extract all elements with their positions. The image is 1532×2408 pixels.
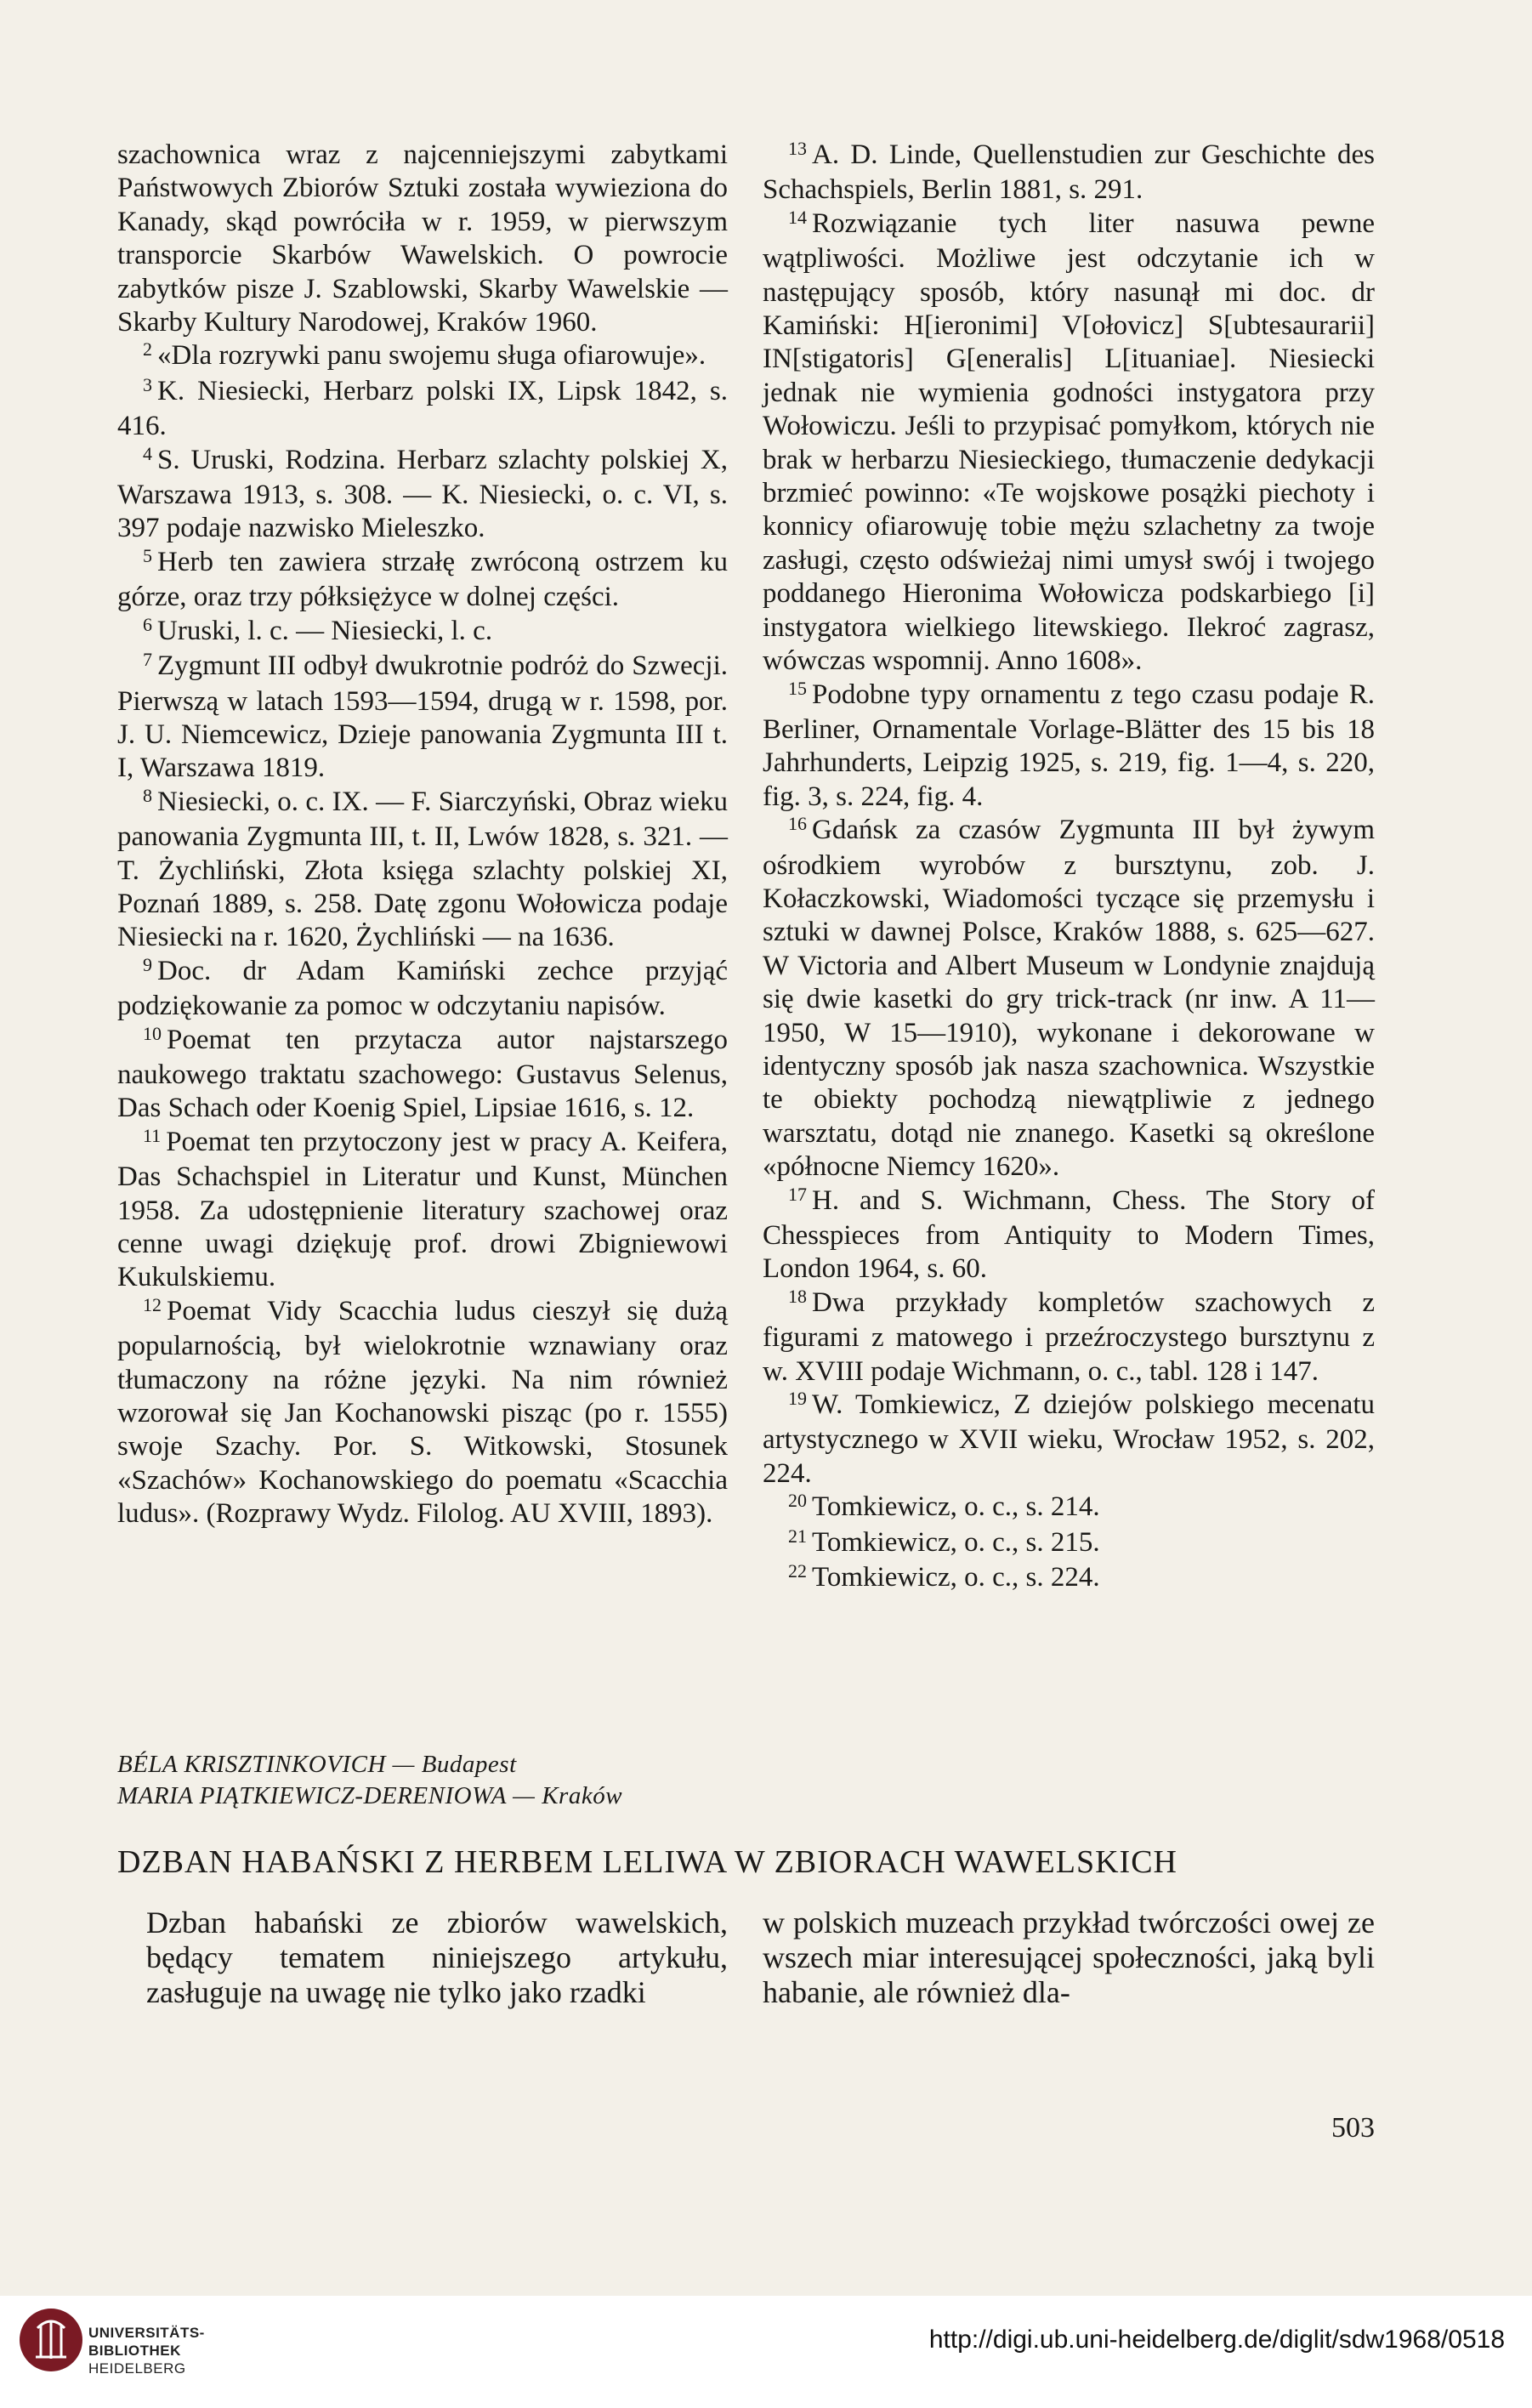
footnote-22: $^{22}$ Tomkiewicz, o. c., s. 224. bbox=[788, 1560, 1100, 1593]
byline-separator: — bbox=[513, 1782, 536, 1809]
article-title: DZBAN HABAŃSKI Z HERBEM LELIWA W ZBIORACH WAWELSKICH bbox=[117, 1844, 1177, 1880]
footnote-18: $^{18}$ Dwa przykłady kompletów szachowych z figurami z matowego i przeźroczystego bursztynu z w. XVIII podaje Wichmann, o. c., tabl. 128 i 147. bbox=[763, 1285, 1375, 1387]
page-number: 503 bbox=[1331, 2112, 1375, 2144]
footnote-16: $^{16}$ Gdańsk za czasów Zygmunta III był żywym ośrodkiem wyrobów z bursztynu, zob. J. Kołaczkowski, Wiadomości tyczące się przemysłu i sztuki w dawnej Polsce, Kraków 1888, s. 625—627. W Victoria and Albert Museum w Londynie znajdują się dwie kasetki do gry trick-track (nr inw. A 11—1950, W 15—1910), wykonane i dekorowane w identyczny sposób jak nasza szachownica. Wszystkie te obiekty pochodzą niewątpliwie z jednego warsztatu, dotąd nie znanego. Kasetki są określone «północne Niemcy 1620». bbox=[763, 813, 1375, 1183]
footnote-17: $^{17}$ H. and S. Wichmann, Chess. The Story of Chesspieces from Antiquity to Modern Times, London 1964, s. 60. bbox=[763, 1183, 1375, 1285]
footnotes-right-column bbox=[763, 139, 1375, 1596]
footnote-10: $^{10}$ Poemat ten przytacza autor najstarszego naukowego traktatu szachowego: Gustavus Selenus, Das Schach oder Koenig Spiel, Lipsiae 1616, s. 12. bbox=[117, 1022, 728, 1124]
author-byline-1 bbox=[117, 1749, 882, 1780]
author-city: Kraków bbox=[542, 1782, 623, 1809]
author-city: Budapest bbox=[421, 1751, 517, 1778]
author-name: BÉLA KRISZTINKOVICH bbox=[117, 1751, 386, 1778]
article-body-left: Dzban habański ze zbiorów wawelskich, będący tematem niniejszego artykułu, zasługuje na uwagę nie tylko jako rzadki bbox=[146, 1905, 728, 2009]
byline-separator: — bbox=[392, 1751, 415, 1778]
footnote-continued bbox=[117, 139, 728, 339]
footnote-6: $^6$ Uruski, l. c. — Niesiecki, l. c. bbox=[143, 613, 493, 646]
author-byline-2 bbox=[117, 1780, 882, 1811]
footnote-5: $^5$ Herb ten zawiera strzałę zwróconą ostrzem ku górze, oraz trzy półksiężyce w dolnej części. bbox=[117, 544, 728, 613]
footnote-text: szachownica wraz z najcenniejszymi zabytkami Państwowych Zbiorów Sztuki została wywieziona do Kanady, skąd powróciła w r. 1959, w pierwszym transporcie Skarbów Wawelskich. O powrocie zabytków pisze J. Szablowski, Skarby Wawelskie — Skarby Kultury Narodowej, Kraków 1960. bbox=[117, 139, 728, 338]
footnote-21: $^{21}$ Tomkiewicz, o. c., s. 215. bbox=[788, 1525, 1100, 1558]
author-name: MARIA PIĄTKIEWICZ-DERENIOWA bbox=[117, 1782, 507, 1809]
footnote-20: $^{20}$ Tomkiewicz, o. c., s. 214. bbox=[788, 1490, 1100, 1523]
footnote-15: $^{15}$ Podobne typy ornamentu z tego czasu podaje R. Berliner, Ornamentale Vorlage-Blätter des 15 bis 18 Jahrhunderts, Leipzig 1925, s. 219, fig. 1—4, s. 220, fig. 3, s. 224, fig. 4. bbox=[763, 677, 1375, 812]
footnote-14: $^{14}$ Rozwiązanie tych liter nasuwa pewne wątpliwości. Możliwe jest odczytanie ich w następujący sposób, który nasunął mi doc. dr Kamiński: H[ieronimi] V[ołovicz] S[ubtesaurarii] IN[stigatoris] G[eneralis] L[ituaniae]. Niesiecki jednak nie wymienia godności instygatora przy Wołowiczu. Jeśli to przypisać pomyłkom, których nie brak w herbarzu Niesieckiego, tłumaczenie dedykacji brzmieć powinno: «Te wojskowe posążki piechoty i konnicy ofiarowuję tobie mężu szlachetny za twoje zasługi, często odświeżaj nimi umysł swój i twojego poddanego Hieronima Wołowicza podskarbiego [i] instygatora wielkiego litewskiego. Ilekroć zagrasz, wówczas wspomnij. Anno 1608». bbox=[763, 206, 1375, 677]
university-library-logo-icon bbox=[17, 2306, 85, 2374]
footnote-9: $^9$ Doc. dr Adam Kamiński zechce przyjąć podziękowanie za pomoc w odczytaniu napisów. bbox=[117, 953, 728, 1022]
footnote-12: $^{12}$ Poemat Vidy Scacchia ludus cieszył się dużą popularnością, był wielokrotnie wznawiany oraz tłumaczony na różne języki. Na nim również wzorował się Jan Kochanowski pisząc (po r. 1555) swoje Szachy. Por. S. Witkowski, Stosunek «Szachów» Kochanowskiego do poematu «Scacchia ludus». (Rozprawy Wydz. Filolog. AU XVIII, 1893). bbox=[117, 1293, 728, 1530]
footnote-7: $^7$ Zygmunt III odbył dwukrotnie podróż do Szwecji. Pierwszą w latach 1593—1594, drugą w r. 1598, por. J. U. Niemcewicz, Dzieje panowania Zygmunta III t. I, Warszawa 1819. bbox=[117, 649, 728, 784]
source-url-link[interactable]: http://digi.ub.uni-heidelberg.de/diglit/sdw1968/0518 bbox=[928, 2326, 1505, 2354]
footnote-3: $^3$ K. Niesiecki, Herbarz polski IX, Lipsk 1842, s. 416. bbox=[117, 373, 728, 442]
footnotes-left-column bbox=[117, 139, 728, 1531]
footnote-8: $^8$ Niesiecki, o. c. IX. — F. Siarczyński, Obraz wieku panowania Zygmunta III, t. II, Lwów 1828, s. 321. — T. Żychliński, Złota księga szlachty polskiej XI, Poznań 1889, s. 258. Datę zgonu Wołowicza podaje Niesiecki na r. 1620, Żychliński — na 1636. bbox=[117, 784, 728, 953]
footnote-4: $^4$ S. Uruski, Rodzina. Herbarz szlachty polskiej X, Warszawa 1913, s. 308. — K. Niesiecki, o. c. VI, s. 397 podaje nazwisko Mieleszko. bbox=[117, 442, 728, 544]
footnote-19: $^{19}$ W. Tomkiewicz, Z dziejów polskiego mecenatu artystycznego w XVII wieku, Wrocław 1952, s. 202, 224. bbox=[763, 1388, 1375, 1489]
library-name: UNIVERSITÄTS- BIBLIOTHEK HEIDELBERG bbox=[88, 2325, 205, 2377]
footnote-11: $^{11}$ Poemat ten przytoczony jest w pracy A. Keifera, Das Schachspiel in Literatur und Kunst, München 1958. Za udostępnienie literatury szachowej oraz cenne uwagi dziękuję prof. drowi Zbigniewowi Kukulskiemu. bbox=[117, 1124, 728, 1293]
footnote-2: $^2$ «Dla rozrywki panu swojemu sługa ofiarowuje». bbox=[143, 338, 706, 372]
article-body-right: w polskich muzeach przykład twórczości owej ze wszech miar interesującej społeczności, jaką byli habanie, ale również dla- bbox=[763, 1905, 1375, 2009]
footnote-13: $^{13}$ A. D. Linde, Quellenstudien zur Geschichte des Schachspiels, Berlin 1881, s. 291. bbox=[763, 138, 1375, 206]
